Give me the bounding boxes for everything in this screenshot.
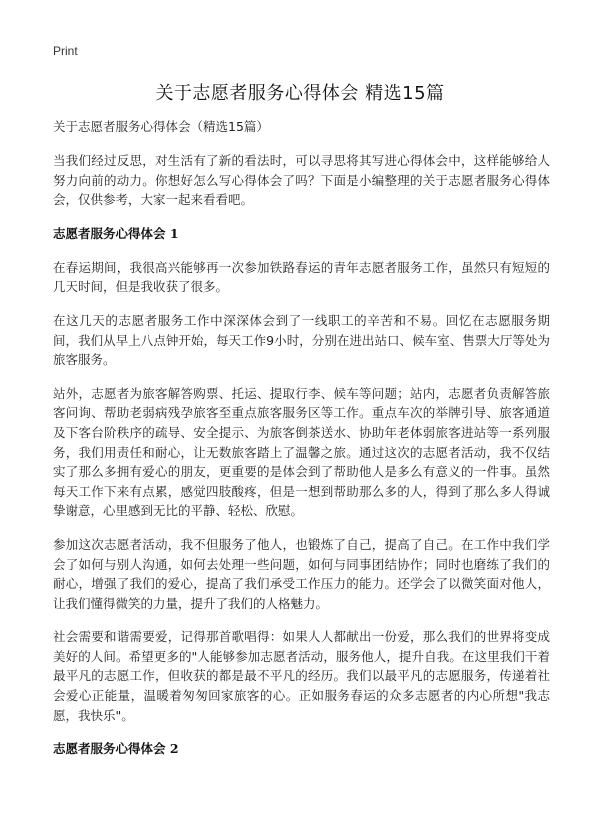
- section-1-paragraph-2: 在这几天的志愿者服务工作中深深体会到了一线职工的辛苦和不易。回忆在志愿服务期间，我们从早上八点钟开始，每天工作9小时，分别在进出站口、候车室、售票大厅等处为旅客服务。: [53, 312, 550, 368]
- print-link[interactable]: Print: [53, 44, 78, 58]
- article-subtitle: 关于志愿者服务心得体会（精选15篇）: [53, 119, 269, 134]
- section-heading-1: 志愿者服务心得体会 1: [53, 225, 179, 241]
- article-body: [53, 117, 550, 773]
- intro-paragraph: 当我们经过反思，对生活有了新的看法时，可以寻思将其写进心得体会中，这样能够给人努力向前的动力。你想好怎么写心得体会了吗？下面是小编整理的关于志愿者服务心得体会，仅供参考，大家一起来看看吧。: [53, 153, 550, 208]
- page-title: 关于志愿者服务心得体会 精选15篇: [155, 83, 445, 104]
- section-1-paragraph-5: 社会需要和谐需要爱，记得那首歌唱得：如果人人都献出一份爱，那么我们的世界将变成美好的人间。希望更多的"人能够参加志愿者活动，服务他人，提升自我。在这里我们干着最平凡的志愿工作，但收获的都是最不平凡的经历。我们以最平凡的志愿服务，传递着社会爱心正能量，温暖着匆匆回家旅客的心。正如服务春运的众多志愿者的内心所想"我志愿，我快乐"。: [53, 629, 550, 723]
- section-heading-2: 志愿者服务心得体会 2: [53, 741, 179, 757]
- section-1-paragraph-3: 站外，志愿者为旅客解答购票、托运、提取行李、候车等问题；站内，志愿者负责解答旅客问询、帮助老弱病残孕旅客至重点旅客服务区等工作。重点车次的举牌引导、旅客通道及下客台阶秩序的疏导、安全提示、为旅客倒茶送水、协助年老体弱旅客进站等一系列服务，我们用责任和耐心，让无数旅客踏上了温馨之旅。通过这次的志愿者活动，我不仅结实了那么多拥有爱心的朋友，更重要的是体会到了帮助他人是多么有意义的一件事。虽然每天工作下来有点累，感觉四肢酸疼，但是一想到帮助那么多的人，得到了那么多人得诚挚谢意，心里感到无比的平静、轻松、欣慰。: [53, 385, 550, 519]
- section-1-paragraph-4: 参加这次志愿者活动，我不但服务了他人，也锻炼了自己，提高了自己。在工作中我们学会了如何与别人沟通，如何去处理一些问题，如何与同事团结协作；同时也磨练了我们的耐心，增强了我们的爱心，提高了我们承受工作压力的能力。还学会了以微笑面对他人，让我们懂得微笑的力量，提升了我们的人格魅力。: [53, 536, 550, 611]
- section-1-paragraph-1: 在春运期间，我很高兴能够再一次参加铁路春运的青年志愿者服务工作，虽然只有短短的几天时间，但是我收获了很多。: [53, 259, 550, 295]
